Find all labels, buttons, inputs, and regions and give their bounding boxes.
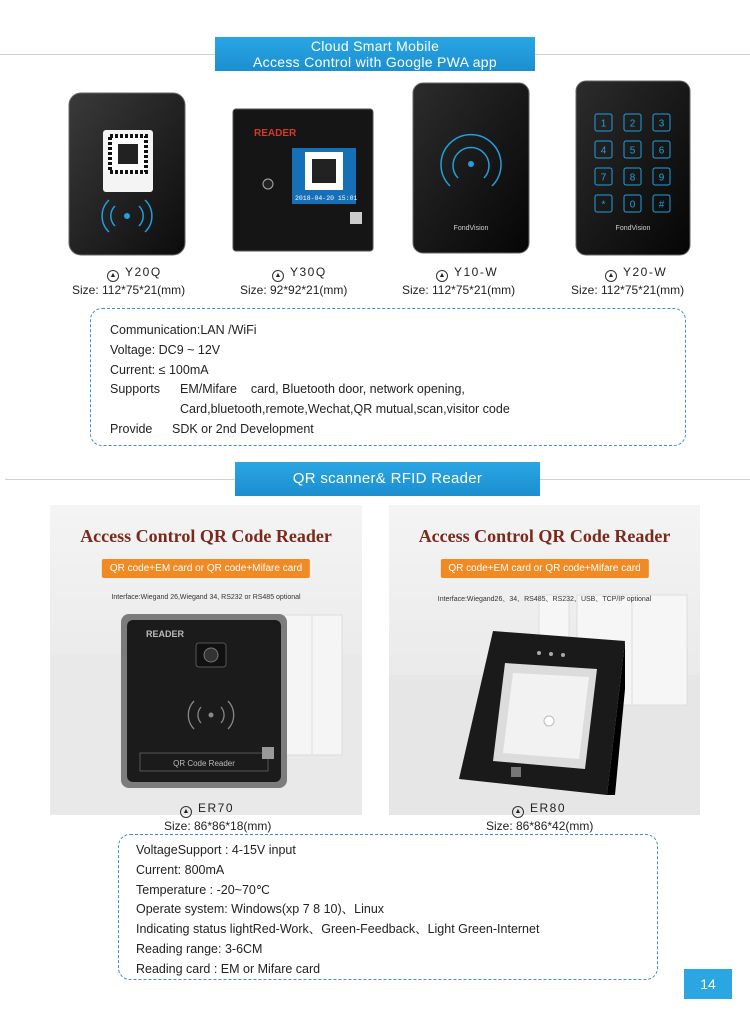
model-er80: ▲ ER80 [512, 801, 566, 818]
y20w-brand: FondVision [615, 225, 651, 232]
photo-er70-title: Access Control QR Code Reader [80, 526, 332, 546]
keypad-key-label: 0 [629, 199, 636, 211]
photo-er70-interface: Interface:Wiegand 26,Wiegand 34, RS232 or RS485 optional [111, 594, 301, 601]
model-y20q: ▲ Y20Q [107, 265, 162, 282]
size-y10w: Size: 112*75*21(mm) [402, 283, 516, 297]
size-y20w: Size: 112*75*21(mm) [571, 283, 685, 297]
size-er70: Size: 86*86*18(mm) [164, 819, 272, 833]
section-banner-cloud [215, 37, 535, 71]
model-triangle-icon: ▲ [180, 806, 192, 818]
keypad-key-label: 7 [600, 172, 607, 184]
device-y20w-image [575, 80, 691, 256]
model-triangle-icon: ▲ [436, 270, 448, 282]
spec-supports-line1: EM/Mifare card, Bluetooth door, network opening, [180, 382, 465, 397]
section-banner-qr: QR scanner& RFID Reader [235, 462, 540, 496]
keypad-key-label: 8 [629, 172, 636, 184]
model-triangle-icon: ▲ [605, 270, 617, 282]
banner-line-1: Cloud Smart Mobile [310, 38, 440, 54]
spec-box-cloud [90, 308, 686, 446]
keypad-key-label: 3 [658, 118, 665, 130]
model-triangle-icon: ▲ [107, 270, 119, 282]
spec-temperature: Temperature : -20~70℃ [136, 882, 270, 897]
keypad-key-label: 5 [629, 145, 636, 157]
keypad-key-label: 9 [658, 172, 665, 184]
photo-er80-interface: Interface:Wiegand26、34、RS485、RS232、USB、TCP/IP optional [437, 596, 652, 603]
banner-line-2: Access Control with Google PWA app [253, 54, 497, 70]
spec-current: Current: 800mA [136, 862, 225, 877]
photo-er80 [389, 505, 700, 815]
model-triangle-icon: ▲ [272, 270, 284, 282]
spec-provide-value: SDK or 2nd Development [172, 421, 314, 436]
photo-er70-pill: QR code+EM card or QR code+Mifare card [102, 559, 310, 578]
device-er70-image [120, 613, 288, 789]
model-triangle-icon: ▲ [512, 806, 524, 818]
keypad-key-label: 4 [600, 145, 607, 157]
size-y30q: Size: 92*92*21(mm) [240, 283, 348, 297]
model-y10w: ▲ Y10-W [436, 265, 498, 282]
page-number: 14 [684, 969, 732, 999]
device-er80-image [457, 629, 627, 797]
er70-reader-label: READER [146, 629, 185, 639]
keypad-key-label: * [601, 199, 606, 211]
photo-er80-pill: QR code+EM card or QR code+Mifare card [440, 559, 648, 578]
y30q-date: 2018-04-20 15:01 [295, 195, 358, 202]
spec-status-light: Indicating status lightRed-Work、Green-Feedback、Light Green-Internet [136, 922, 540, 937]
spec-operate-system: Operate system: Windows(xp 7 8 10)、Linux [136, 902, 385, 917]
model-er70: ▲ ER70 [180, 801, 234, 818]
model-y20w: ▲ Y20-W [605, 265, 667, 282]
device-y20q-image [68, 92, 186, 256]
spec-box-qr [118, 834, 658, 980]
keypad-key-label: 6 [658, 145, 665, 157]
device-y30q-image [232, 108, 374, 252]
photo-er80-title: Access Control QR Code Reader [418, 526, 671, 546]
keypad-key-label: # [658, 199, 665, 211]
spec-supports-cont [110, 400, 685, 420]
spec-supports [110, 380, 685, 400]
keypad-key-label: 2 [629, 118, 636, 130]
spec-reading-range: Reading range: 3-6CM [136, 941, 263, 956]
spec-voltage-support: VoltageSupport : 4-15V input [136, 843, 296, 857]
spec-current: Current: ≤ 100mA [110, 362, 209, 377]
spec-reading-card: Reading card : EM or Mifare card [136, 961, 321, 976]
y30q-reader-label: READER [254, 128, 297, 139]
y10w-brand: FondVision [453, 225, 489, 232]
size-er80: Size: 86*86*42(mm) [486, 819, 594, 833]
spec-communication: Communication:LAN /WiFi [110, 323, 257, 337]
device-y10w-image [412, 82, 530, 254]
spec-provide-label: Provide [110, 421, 153, 436]
size-y20q: Size: 112*75*21(mm) [72, 283, 186, 297]
spec-voltage: Voltage: DC9 ~ 12V [110, 342, 221, 357]
spec-supports-label: Supports [110, 382, 161, 397]
er70-device-text: QR Code Reader [173, 759, 235, 768]
keypad-key-label: 1 [600, 118, 607, 130]
photo-er70 [50, 505, 362, 815]
spec-provide [110, 420, 685, 440]
spec-supports-line2: Card,bluetooth,remote,Wechat,QR mutual,scan,visitor code [180, 402, 510, 417]
model-y30q: ▲ Y30Q [272, 265, 327, 282]
